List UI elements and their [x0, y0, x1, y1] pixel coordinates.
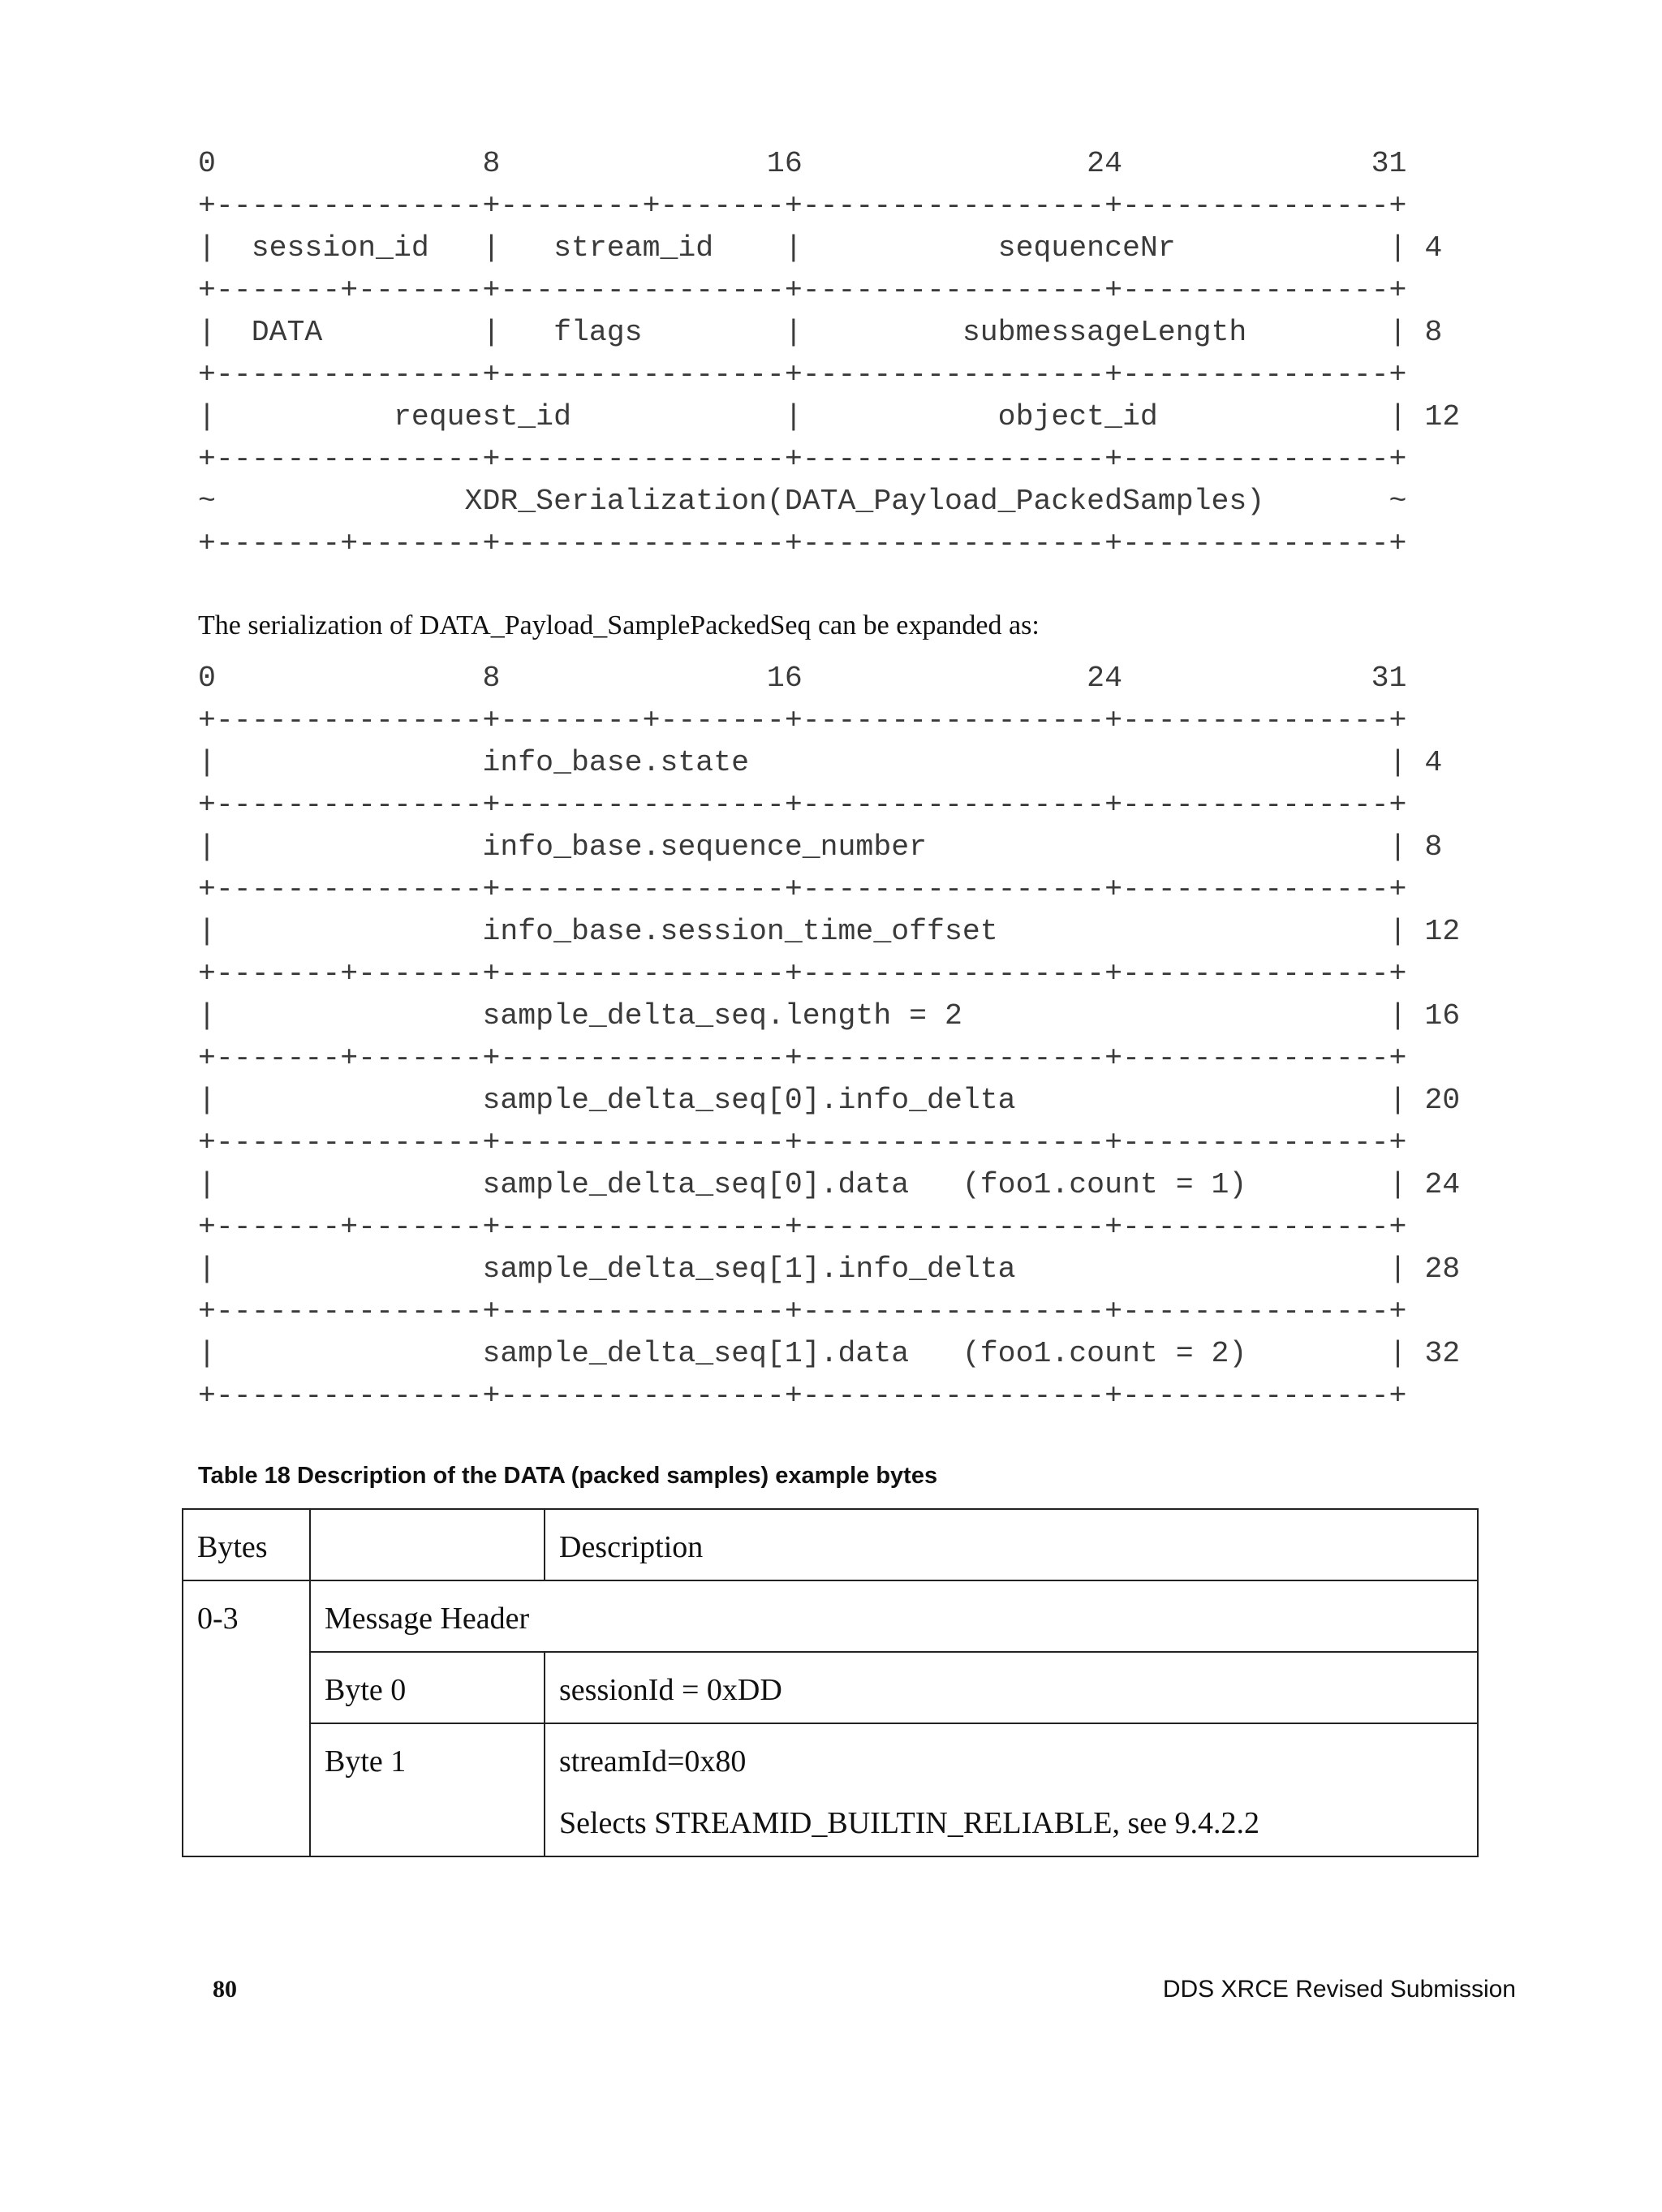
- header-sub: [310, 1509, 545, 1580]
- diagram-line: +-------+-------+----------------+-----------------+---------------+: [198, 527, 1407, 560]
- diagram-line: | session_id | stream_id | sequenceNr | 4: [198, 231, 1443, 265]
- diagram-line: +-------+-------+----------------+-----------------+---------------+: [198, 1210, 1407, 1244]
- diagram-line: +---------------+----------------+-----------------+---------------+: [198, 1379, 1407, 1412]
- diagram-line: +---------------+----------------+-----------------+---------------+: [198, 358, 1407, 391]
- group-bytes-cell: 0-3: [183, 1580, 310, 1856]
- diagram-line: 0 8 16 24 31: [198, 147, 1407, 180]
- group-label-cell: Message Header: [310, 1580, 1478, 1652]
- diagram-line: 0 8 16 24 31: [198, 662, 1407, 695]
- page-number: 80: [213, 1976, 237, 2003]
- diagram-line: +-------+-------+----------------+-----------------+---------------+: [198, 274, 1407, 307]
- diagram-line: | info_base.sequence_number | 8: [198, 830, 1443, 864]
- header-description: Description: [545, 1509, 1478, 1580]
- diagram-line: +---------------+--------+-------+-----------------+---------------+: [198, 189, 1407, 222]
- diagram-line: | DATA | flags | submessageLength | 8: [198, 316, 1443, 349]
- diagram-line: +-------+-------+----------------+-----------------+---------------+: [198, 1041, 1407, 1075]
- diagram-line: | request_id | object_id | 12: [198, 400, 1461, 433]
- table-row: [183, 1723, 1478, 1856]
- diagram-line: +---------------+----------------+-----------------+---------------+: [198, 1126, 1407, 1159]
- diagram-line: | sample_delta_seq.length = 2 | 16: [198, 999, 1461, 1033]
- diagram-line: | sample_delta_seq[0].data (foo1.count = 1) | 24: [198, 1168, 1461, 1201]
- table-header-row: [183, 1509, 1478, 1580]
- diagram-line: | sample_delta_seq[0].info_delta | 20: [198, 1084, 1461, 1117]
- description-line: sessionId = 0xDD: [559, 1673, 782, 1707]
- table-caption: Table 18 Description of the DATA (packed samples) example bytes: [198, 1463, 938, 1489]
- byte-cell: Byte 0: [310, 1652, 545, 1723]
- message-layout-diagram: [198, 143, 1460, 565]
- byte-cell: Byte 1: [310, 1723, 545, 1856]
- description-line: streamId=0x80: [559, 1744, 747, 1779]
- diagram-line: | sample_delta_seq[1].info_delta | 28: [198, 1253, 1461, 1286]
- diagram-line: | info_base.state | 4: [198, 746, 1443, 779]
- diagram-line: +---------------+----------------+-----------------+---------------+: [198, 873, 1407, 906]
- diagram-line: +---------------+----------------+-----------------+---------------+: [198, 788, 1407, 821]
- table-row: [183, 1580, 1478, 1652]
- payload-layout-diagram: [198, 658, 1460, 1417]
- document-title: DDS XRCE Revised Submission: [1162, 1976, 1516, 2003]
- description-cell: [545, 1652, 1478, 1723]
- diagram-line: | sample_delta_seq[1].data (foo1.count = 2) | 32: [198, 1337, 1461, 1370]
- bytes-description-table: [182, 1508, 1479, 1857]
- diagram-line: +-------+-------+----------------+-----------------+---------------+: [198, 957, 1407, 990]
- diagram-line: +---------------+----------------+-----------------+---------------+: [198, 1295, 1407, 1328]
- diagram-line: | info_base.session_time_offset | 12: [198, 915, 1461, 948]
- intro-paragraph: The serialization of DATA_Payload_SamplePackedSeq can be expanded as:: [198, 610, 1040, 640]
- diagram-line: +---------------+----------------+-----------------+---------------+: [198, 442, 1407, 476]
- diagram-line: +---------------+--------+-------+-----------------+---------------+: [198, 704, 1407, 737]
- header-bytes: Bytes: [183, 1509, 310, 1580]
- diagram-line: ~ XDR_Serialization(DATA_Payload_PackedSamples) ~: [198, 485, 1407, 518]
- description-line: Selects STREAMID_BUILTIN_RELIABLE, see 9.4.2.2: [559, 1806, 1259, 1840]
- table-row: [183, 1652, 1478, 1723]
- description-cell: [545, 1723, 1478, 1856]
